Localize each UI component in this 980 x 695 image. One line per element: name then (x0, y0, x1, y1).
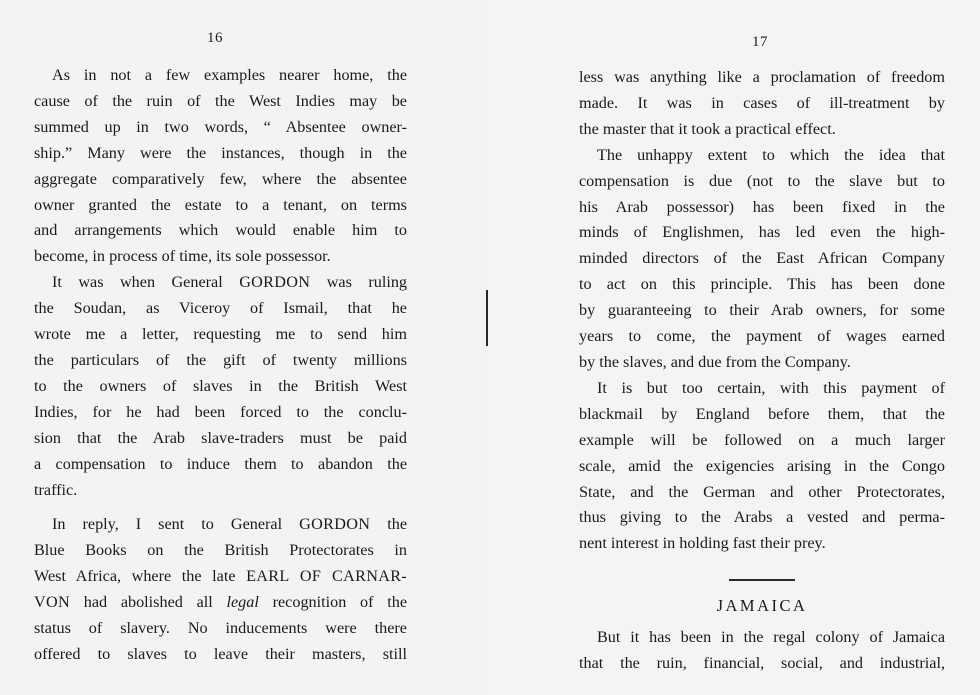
text-line: cause of the ruin of the West Indies may be (34, 91, 407, 110)
section-heading: JAMAICA (716, 596, 808, 616)
text-line: Blue Books on the British Protectorates in (34, 541, 407, 560)
text-line: the Soudan, as Viceroy of Ismail, that he (34, 299, 407, 318)
italic-word-legal: legal (226, 593, 259, 612)
section-divider (729, 579, 795, 581)
text-line: to the owners of slaves in the British West (34, 376, 407, 395)
text-line: a compensation to induce them to abandon the (34, 454, 407, 473)
text-line: nent interest in holding fast their prey. (579, 534, 826, 553)
text-line: and arrangements which would enable him to (34, 221, 407, 240)
text-line: blackmail by England before them, that the (579, 404, 945, 423)
text-line: sion that the Arab slave-traders must be paid (34, 428, 407, 447)
text-line: traffic. (34, 480, 78, 499)
text-run: In reply, I sent to General (52, 515, 283, 534)
text-line: summed up in two words, “ Absentee owner- (34, 117, 407, 136)
text-run: West Africa, where the late (34, 567, 236, 586)
text-line: ship.” Many were the instances, though in the (34, 143, 407, 162)
text-line: minds of Englishmen, has led even the high- (579, 223, 945, 242)
book-gutter (486, 290, 488, 346)
text-line: by guaranteeing to their Arab owners, for some (579, 301, 945, 320)
text-line: Indies, for he had been forced to the conclu- (34, 402, 407, 421)
text-line: less was anything like a proclamation of freedom (579, 68, 945, 86)
text-line: thus giving to the Arabs a vested and perma- (579, 508, 945, 527)
text-line: status of slavery. No inducements were there (34, 619, 407, 638)
text-line: example will be followed on a much larger (579, 430, 945, 449)
text-line: But it has been in the regal colony of Jamaica (597, 628, 945, 647)
text-run: was ruling (326, 273, 408, 292)
left-page-number: 16 (207, 30, 223, 46)
text-line: to act on this principle. This has been done (579, 275, 945, 294)
text-line: State, and the German and other Protectorates, (579, 482, 945, 501)
text-line: become, in process of time, its sole possessor. (34, 247, 331, 266)
text-line: compensation is due (not to the slave but to (579, 171, 945, 190)
name-earl-of-carnarvon: EARL OF CARNAR- (246, 567, 407, 586)
text-line: his Arab possessor) has been fixed in the (579, 197, 945, 216)
text-run: recognition of the (272, 593, 408, 612)
right-page-number: 17 (752, 34, 768, 50)
text-line: wrote me a letter, requesting me to send him (34, 325, 407, 344)
name-gordon: GORDON (239, 273, 311, 292)
text-line (34, 270, 407, 296)
text-line: owner granted the estate to a tenant, on terms (34, 195, 407, 214)
text-run: the (387, 515, 408, 534)
text-line: The unhappy extent to which the idea that (597, 145, 945, 164)
text-run: had abolished all (83, 593, 213, 612)
name-earl-of-carnarvon-cont: VON (34, 593, 70, 612)
text-line (34, 564, 407, 590)
text-line: the master that it took a practical effect. (579, 119, 836, 138)
paragraph-gap (34, 503, 407, 512)
text-line (34, 590, 407, 616)
text-line: As in not a few examples nearer home, the (52, 66, 407, 84)
text-line: minded directors of the East African Company (579, 249, 945, 268)
text-line: made. It was in cases of ill-treatment by (579, 93, 945, 112)
text-line: that the ruin, financial, social, and industrial, (579, 654, 945, 673)
text-line: aggregate comparatively few, where the absentee (34, 169, 407, 188)
text-line: offered to slaves to leave their masters, still (34, 644, 407, 663)
left-page-text (34, 63, 407, 668)
text-line: years to come, the payment of wages earned (579, 327, 945, 346)
text-line (34, 512, 407, 538)
text-line: by the slaves, and due from the Company. (579, 352, 851, 371)
text-line: the particulars of the gift of twenty millions (34, 350, 407, 369)
text-run: It was when General (52, 273, 223, 292)
right-page-text (579, 65, 945, 677)
name-gordon: GORDON (299, 515, 371, 534)
text-line: scale, amid the exigencies arising in the Congo (579, 456, 945, 475)
text-line: It is but too certain, with this payment of (597, 378, 945, 397)
